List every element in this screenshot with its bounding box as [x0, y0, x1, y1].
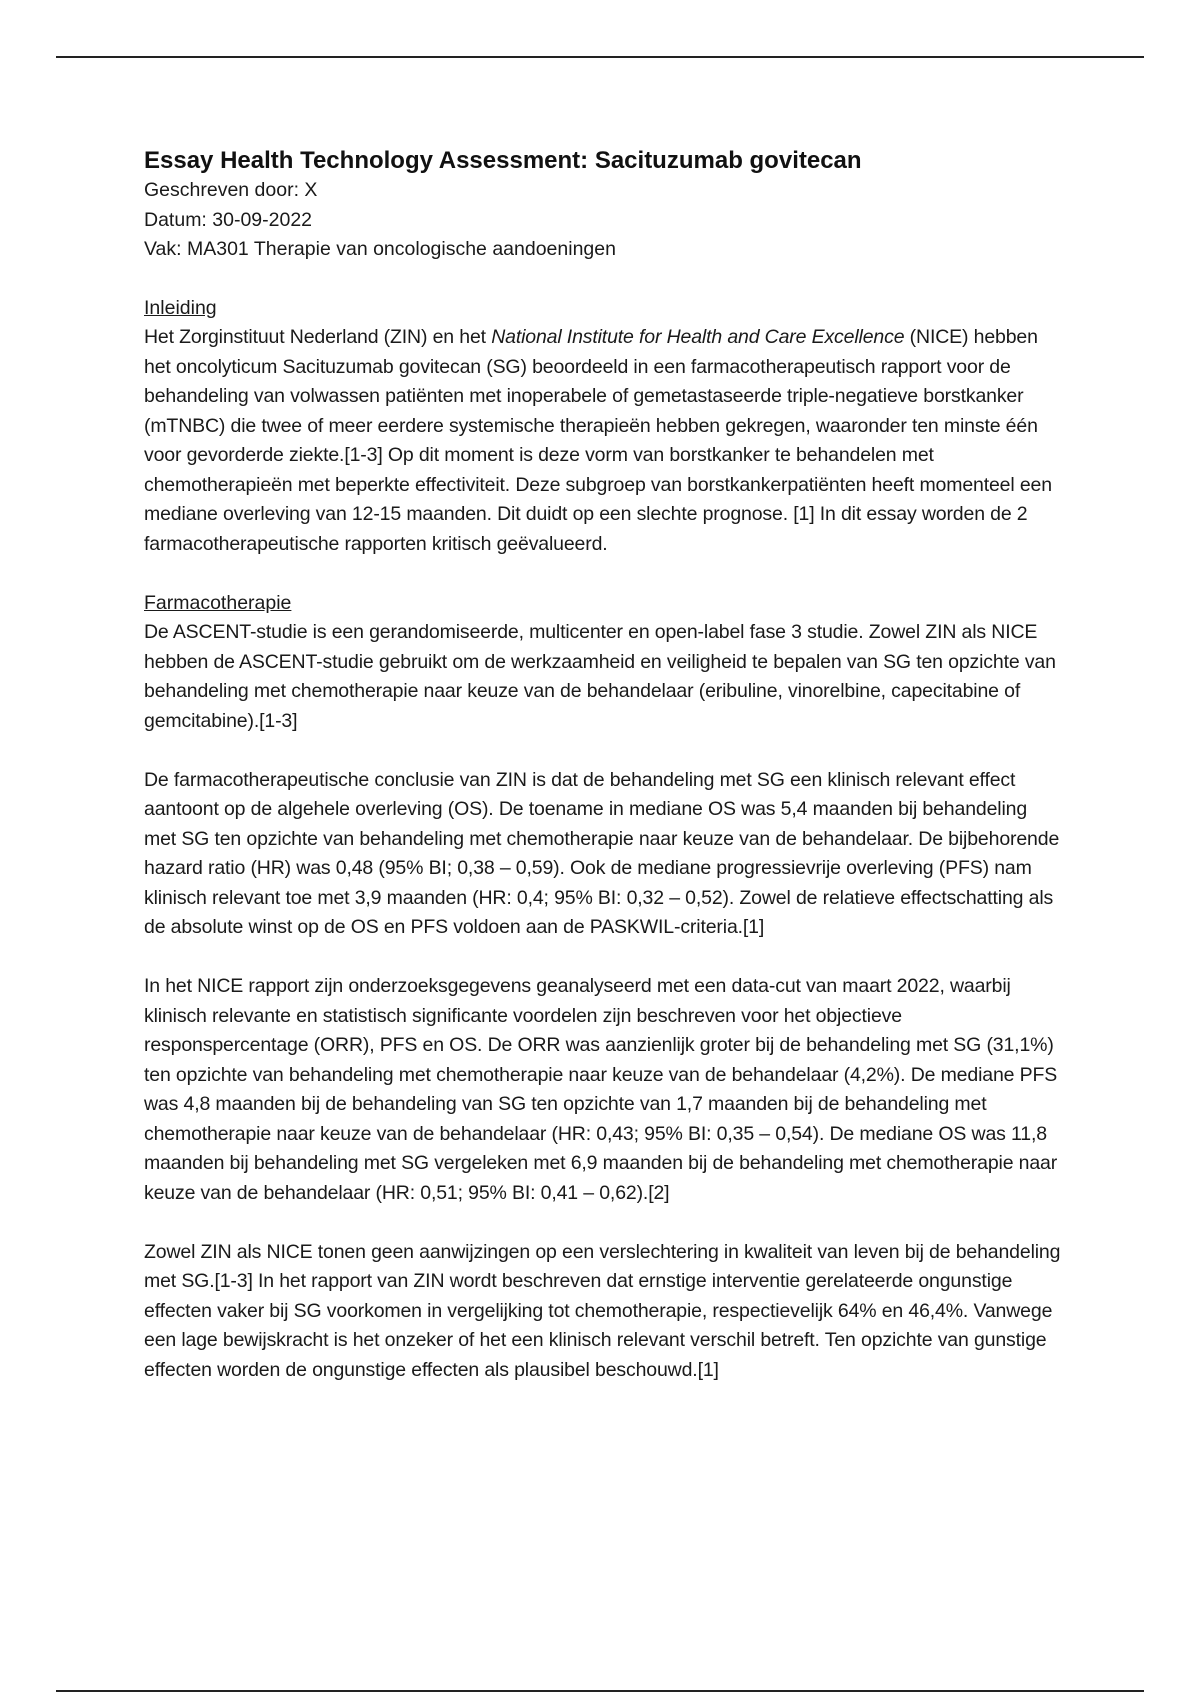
date-line: Datum: 30-09-2022	[144, 208, 313, 231]
intro-paragraph	[144, 323, 1064, 559]
document-page	[144, 146, 1064, 1415]
intro-text-start: Het Zorginstituut Nederland (ZIN) en het	[144, 326, 492, 348]
top-rule	[56, 56, 1144, 58]
course-line: Vak: MA301 Therapie van oncologische aandoeningen	[144, 238, 616, 260]
pharmaco-paragraph-3: In het NICE rapport zijn onderzoeksgegevens geanalyseerd met een data-cut van maart 2022, waarbij klinisch relevante en statistisch significante voordelen zijn beschreven voor het objectieve responspercentage (ORR), PFS en OS. De ORR was aanzienlijk groter bij de behandeling met SG (31,1%) ten opzichte van behandeling met chemotherapie naar keuze van de behandelaar (4,2%). De mediane PFS was 4,8 maanden bij de behandeling van SG ten opzichte van 1,7 maanden bij de behandeling met chemotherapie naar keuze van de behandelaar (HR: 0,43; 95% BI: 0,35 – 0,54). De mediane OS was 11,8 maanden bij behandeling met SG vergeleken met 6,9 maanden bij de behandeling met chemotherapie naar keuze van de behandelaar (HR: 0,51; 95% BI: 0,41 – 0,62).[2]	[144, 975, 1058, 1204]
pharmaco-paragraph-4: Zowel ZIN als NICE tonen geen aanwijzingen op een verslechtering in kwaliteit van leven bij de behandeling met SG.[1-3] In het rapport van ZIN wordt beschreven dat ernstige interventie gerelateerde ongunstige effecten vaker bij SG voorkomen in vergelijking tot chemotherapie, respectievelijk 64% en 46,4%. Vanwege een lage bewijskracht is het onzeker of het een klinisch relevant verschil betreft. Ten opzichte van gunstige effecten worden de ongunstige effecten als plausibel beschouwd.[1]	[144, 1240, 1061, 1381]
bottom-rule	[56, 1690, 1144, 1692]
section-heading-inleiding: Inleiding	[144, 296, 217, 319]
pharmaco-paragraph-1: De ASCENT-studie is een gerandomiseerde, multicenter en open-label fase 3 studie. Zowel ZIN als NICE hebben de ASCENT-studie gebruikt om de werkzaamheid en veiligheid te bepalen van SG ten opzichte van behandeling met chemotherapie naar keuze van de behandelaar (eribuline, vinorelbine, capecitabine of gemcitabine).[1-3]	[144, 621, 1056, 732]
intro-text-italic: National Institute for Health and Care Excellence	[491, 326, 905, 348]
author-line: Geschreven door: X	[144, 179, 318, 201]
section-heading-farmacotherapie: Farmacotherapie	[144, 591, 292, 614]
document-title: Essay Health Technology Assessment: Sacituzumab govitecan	[144, 147, 862, 174]
document-meta	[144, 176, 1064, 265]
intro-text-end: (NICE) hebben het oncolyticum Sacituzumab govitecan (SG) beoordeeld in een farmacotherapeutisch rapport voor de behandeling van volwassen patiënten met inoperabele of gemetastaseerde triple-negatieve borstkanker (mTNBC) die twee of meer eerdere systemische therapieën hebben gekregen, waaronder ten minste één voor gevorderde ziekte.[1-3] Op dit moment is deze vorm van borstkanker te behandelen met chemotherapieën met beperkte effectiviteit. Deze subgroep van borstkankerpatiënten heeft momenteel een mediane overleving van 12-15 maanden. Dit duidt op een slechte prognose. [1] In dit essay worden de 2 farmacotherapeutische rapporten kritisch geëvalueerd.	[144, 326, 1052, 555]
pharmaco-paragraph-2: De farmacotherapeutische conclusie van ZIN is dat de behandeling met SG een klinisch relevant effect aantoont op de algehele overleving (OS). De toename in mediane OS was 5,4 maanden bij behandeling met SG ten opzichte van behandeling met chemotherapie naar keuze van de behandelaar. De bijbehorende hazard ratio (HR) was 0,48 (95% BI; 0,38 – 0,59). Ook de mediane progressievrije overleving (PFS) nam klinisch relevant toe met 3,9 maanden (HR: 0,4; 95% BI: 0,32 – 0,52). Zowel de relatieve effectschatting als de absolute winst op de OS en PFS voldoen aan de PASKWIL-criteria.[1]	[144, 768, 1060, 938]
